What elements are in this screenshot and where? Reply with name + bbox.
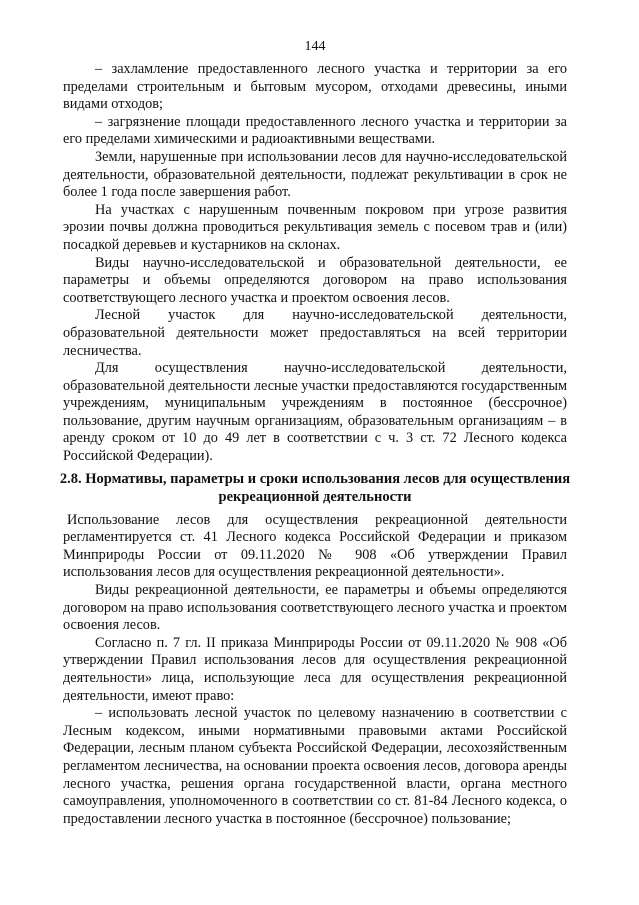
paragraph-land-reclamation: Земли, нарушенные при использовании лесов для научно-исследовательской деятельности, образовательной деятельности, подлежат рекультивации в срок не более 1 года после завершения работ. [63,148,567,201]
paragraph-erosion: На участках с нарушенным почвенным покровом при угрозе развития эрозии почвы должна проводиться рекультивация земель с посевом трав и (или) посадкой деревьев и кустарников на склонах. [63,201,567,253]
paragraph-littering: – захламление предоставленного лесного участка и территории за его пределами строительным и бытовым мусором, отходами древесины, иными видами отходов; [63,61,567,113]
paragraph-plot-territory: Лесной участок для научно-исследовательской деятельности, образовательной деятельности может предоставляться на всей территории лесничества. [63,307,567,359]
paragraph-plot-provision: Для осуществления научно-исследовательской деятельности, образовательной деятельности лесные участки предоставляются государственным учреждениям, муниципальным учреждениям в постоянное (бессрочное) пользование, другим научным организациям, образовательным организациям – в аренду сроком от 10 до 49 лет в соответствии с ч. 3 ст. 72 Лесного кодекса Российской Федерации). [63,360,567,465]
page-number: 144 [304,39,326,54]
paragraph-recreation-regulation: Использование лесов для осуществления рекреационной деятельности регламентируется ст. 41 Лесного кодекса Российской Федерации и приказом Минприроды России от 09.11.2020 № 908 «Об утверждении Правил использования лесов для осуществления рекреационной деятельности». [63,511,567,581]
section-heading: 2.8. Нормативы, параметры и сроки использования лесов для осуществления рекреационной деятельности [59,470,571,505]
paragraph-contamination: – загрязнение площади предоставленного лесного участка и территории за его пределами химическими и радиоактивными веществами. [63,113,567,148]
paragraph-activity-types: Виды научно-исследовательской и образовательной деятельности, ее параметры и объемы определяются договором на право использования соответствующего лесного участка и проектом освоения лесов. [63,254,567,306]
paragraph-recreation-types: Виды рекреационной деятельности, ее параметры и объемы определяются договором на право использования соответствующего лесного участка и проектом освоения лесов. [63,582,567,634]
paragraph-right-use-plot: – использовать лесной участок по целевому назначению в соответствии с Лесным кодексом, иными нормативными правовыми актами Российской Федерации, лесным планом субъекта Российской Федерации, лесохозяйственным регламентом лесничества, на основании проекта освоения лесов, договора аренды лесного участка, решения органа государственной власти, органа местного самоуправления, уполномоченного в соответствии со ст. 81-84 Лесного кодекса, о предоставлении лесного участка в постоянное (бессрочное) пользование; [63,705,567,827]
paragraph-rights-intro: Согласно п. 7 гл. II приказа Минприроды России от 09.11.2020 № 908 «Об утверждении Правил использования лесов для осуществления рекреационной деятельности» лица, использующие леса для осуществления рекреационной деятельности, имеют право: [63,634,567,704]
